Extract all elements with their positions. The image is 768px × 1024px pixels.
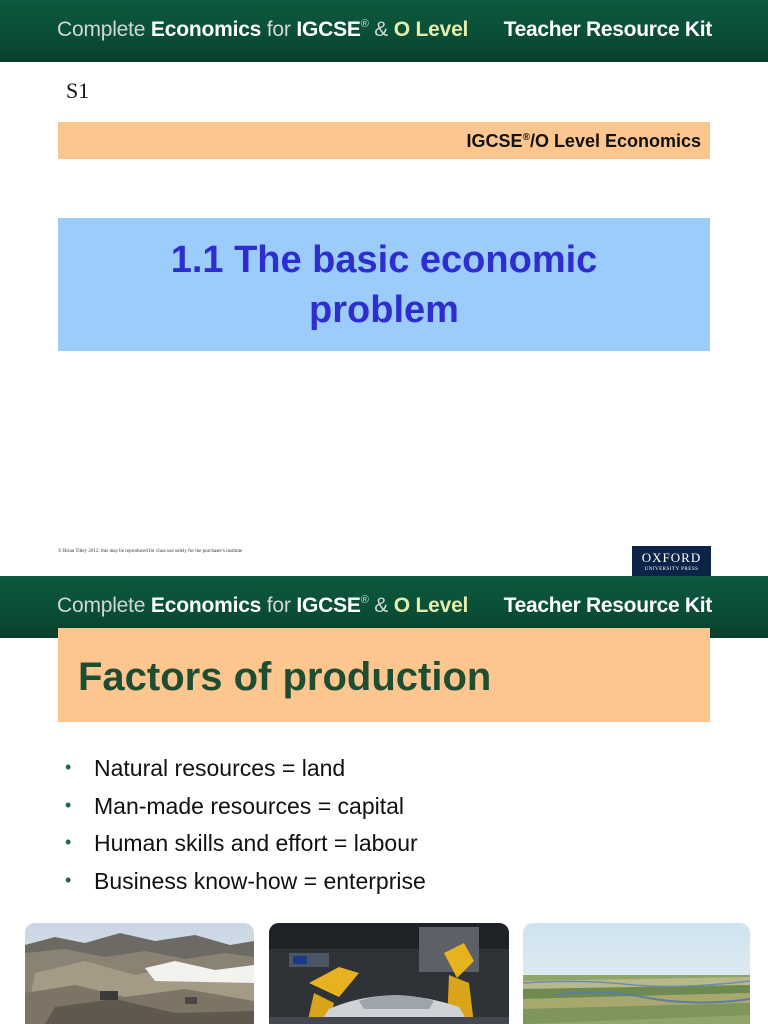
bullet-icon: • [65, 869, 72, 890]
bullet-list [65, 752, 426, 902]
list-item: • Human skills and effort = labour [65, 827, 426, 865]
list-item: • Natural resources = land [65, 752, 426, 790]
slide-title: 1.1 The basic economic problem [170, 238, 598, 331]
list-item: • Man-made resources = capital [65, 790, 426, 828]
slide-title-box [58, 218, 710, 351]
copyright-notice: © Brian Titley 2012: this may be reproduced for class use solely for the purchaser's institute [58, 549, 243, 554]
bullet-icon: • [65, 794, 72, 815]
bullet-icon: • [65, 832, 72, 852]
factors-heading-bar [58, 628, 710, 722]
list-item: • Business know-how = enterprise [65, 865, 426, 903]
factors-heading: Factors of production [78, 655, 492, 699]
brand-title: Complete Economics for IGCSE® & O Level [57, 594, 469, 617]
header-banner [0, 0, 768, 62]
kit-title: Teacher Resource Kit [503, 594, 712, 617]
quarry-photo [25, 923, 254, 1024]
farmland-aerial-photo [523, 923, 750, 1024]
brand-title: Complete Economics for IGCSE® & O Level [57, 18, 469, 41]
kit-title: Teacher Resource Kit [503, 18, 712, 41]
oxford-logo: OXFORD UNIVERSITY PRESS [632, 546, 711, 576]
course-name: IGCSE®/O Level Economics [466, 131, 701, 151]
course-bar [58, 122, 710, 159]
robot-assembly-photo [269, 923, 509, 1024]
bullet-icon: • [65, 757, 72, 777]
slide-number: S1 [66, 78, 90, 103]
